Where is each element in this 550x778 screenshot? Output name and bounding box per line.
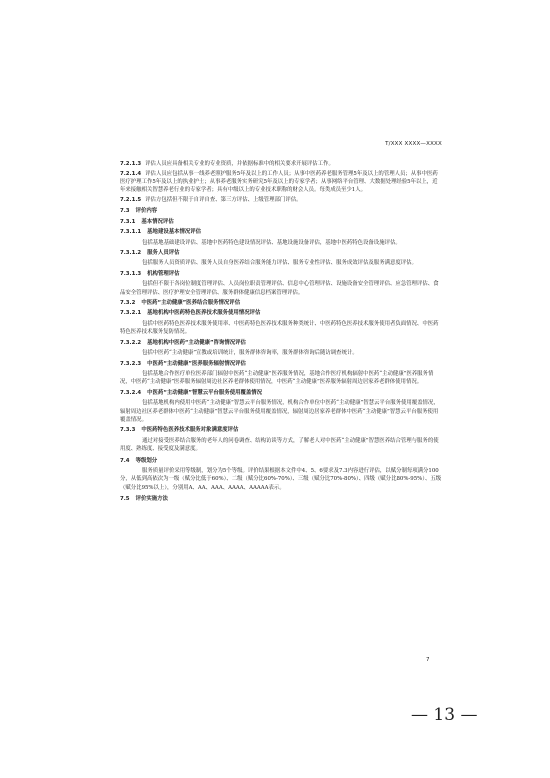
heading-7-3-2-4 <box>120 389 442 397</box>
heading-number: 7.3.2 <box>120 300 136 307</box>
clause-number: 7.2.1.3 <box>120 161 142 167</box>
heading-7-3 <box>120 207 442 215</box>
heading-number: 7.3.2.1 <box>120 310 142 317</box>
heading-title: 等级划分 <box>135 457 158 464</box>
heading-title: 中医药“主动健康”医养结合服务情况评估 <box>141 300 241 307</box>
heading-number: 7.3.1 <box>120 218 136 225</box>
heading-number: 7.3.2.3 <box>120 360 142 367</box>
heading-number: 7.3.1.3 <box>120 270 142 277</box>
paragraph-7-3-1-3: 包括但不限于各岗位制度管理评估、人员岗位职责管理评估、信息中心管理评估、设施设备安全管理评估、应急管理评估、食品安全管理评估、医疗护理安全管理评估、服务群体健康信息档案管理评估。 <box>120 281 439 296</box>
paragraph-7-3-2-1: 包括中医药特色医养技术服务使用率、中医药特色医养技术服务种类统计、中医药特色医养技术服务使用者负面情况、中医药特色医养技术服务复防情况。 <box>120 320 439 336</box>
heading-title: 基地建设基本情况评估 <box>147 229 202 236</box>
heading-title: 评价内容 <box>135 208 158 215</box>
heading-title: 中医药“主动健康”智慧云平台服务使用覆盖情况 <box>147 389 263 396</box>
doc-code: T/XXX XXXX—XXXX <box>385 141 442 147</box>
heading-7-3-2-3 <box>120 360 442 368</box>
paragraph-7-3-1-2: 包括服务人员资质评估、服务人员自身医养结合服务能力评估、服务专业性评估、服务成效评估及服务满意度评估。 <box>142 260 417 267</box>
paragraph-7-3-1-1: 包括基地基础建设评估、基地中医药特色建设情况评估、基地设施设备评估，基地中医药特色设备设施评估。 <box>142 239 401 246</box>
heading-7-4 <box>120 457 442 465</box>
heading-7-3-2-2 <box>120 339 442 347</box>
heading-7-3-2-1 <box>120 309 442 317</box>
heading-7-3-1-2 <box>120 249 442 257</box>
heading-number: 7.3.2.2 <box>120 339 142 346</box>
heading-number: 7.3.2.4 <box>120 389 142 396</box>
paragraph-7-3-2-3: 包括基地合作医疗单位医养部门辐射中医药“主动健康”医养服务情况，基地合作医疗机构辐射中医药“主动健康”医养服务情况，中医药“主动健康”医养服务辐射周边社区养老群体使用情况，中医药“主动健康”医养服务辐射周边居家养老群体使用情况。 <box>120 370 434 386</box>
heading-7-3-1-3 <box>120 270 442 278</box>
heading-number: 7.5 <box>120 496 130 503</box>
heading-number: 7.4 <box>120 457 130 464</box>
heading-7-3-1 <box>120 218 442 226</box>
clause-number: 7.2.1.4 <box>120 170 142 177</box>
clause-7-2-1-4 <box>120 170 442 195</box>
heading-7-3-1-1 <box>120 228 442 236</box>
heading-title: 机构管理评估 <box>147 270 180 277</box>
heading-number: 7.3.1.1 <box>120 229 142 236</box>
heading-7-3-2 <box>120 299 442 307</box>
document-body <box>120 160 442 506</box>
clause-text: 评估人员应具备相关专业的专业资质，并依据标准中的相关要求开展评估工作。 <box>145 161 334 167</box>
heading-title: 服务人员评估 <box>147 250 180 257</box>
clause-text: 评估方包括但不限于自评自查、第三方评估、上级管理部门评估。 <box>145 197 302 203</box>
heading-number: 7.3.1.2 <box>120 250 142 257</box>
heading-title: 评价实施方法 <box>135 496 168 503</box>
heading-title: 中医药特色医养技术服务对象满意度评估 <box>141 427 239 434</box>
paragraph-7-3-3: 通过对接受医养结合服务的老年人的问卷调查、结构访谈等方式，了解老人对中医药“主动健康”智慧医养结合管理与服务的使用度、熟练度、接受度及满意度。 <box>120 437 439 453</box>
heading-number: 7.3.3 <box>120 427 136 434</box>
clause-text: 评估人员应包括从事一线养老照护服务5年及以上的工作人员；从事中医药养老服务管理5年及以上的管理人员；从事中医药医疗护理工作5年及以上的执业护士；从事养老服务实务研究5年及以上的专家学者；从事网络平台管理、大数据处理经验5年以上，近年来接触相关智慧养老行业的专家学者；具有中级以上的专业技术职称的财会人员。每类成员至少1人。 <box>120 170 438 194</box>
outer-page-number: — 13 — <box>411 705 478 725</box>
paragraph-7-3-2-2: 包括中医药“主动健康”宣教或培训统计，服务群体咨询率，服务群体咨询后随访调查统计。 <box>142 350 358 357</box>
inner-page-number: 7 <box>426 657 430 663</box>
heading-title: 基地机构中医药特色医养技术服务使用情况评估 <box>147 310 261 317</box>
paragraph-7-3-2-4: 包括基地机构内使用中医药“主动健康”智慧云平台服务情况，机构合作单位中医药“主动健康”智慧云平台服务使用覆盖情况，辐射周边社区养老群体中医药“主动健康”智慧云平台服务使用覆盖情况，辐射周边居家养老群体中医药“主动健康”智慧云平台服务使用覆盖情况。 <box>120 400 439 423</box>
heading-7-3-3 <box>120 426 442 434</box>
heading-number: 7.3 <box>120 208 130 215</box>
heading-title: 基本情况评估 <box>141 218 174 225</box>
heading-7-5 <box>120 495 442 503</box>
clause-7-2-1-5 <box>120 196 442 204</box>
heading-title: 基地机构中医药“主动健康”咨询情况评估 <box>147 339 246 346</box>
clause-7-2-1-3 <box>120 160 442 168</box>
paragraph-7-4: 服务质量评价采用等级制，划分为5个等级。评价结果根据本文件中4、5、6要求及7.3内容进行评估，以赋分制每项满分100分，从低到高依次为一级（赋分比低于60%）、二级（赋分比60%-70%）、三级（赋分比70%-80%）、四级（赋分比80%-95%）、五级（赋分比95%以上），分别用A、AA、AAA、AAAA、AAAAA表示。 <box>120 467 442 491</box>
heading-title: 中医药“主动健康”医养服务辐射情况评估 <box>147 360 246 367</box>
clause-number: 7.2.1.5 <box>120 197 142 203</box>
